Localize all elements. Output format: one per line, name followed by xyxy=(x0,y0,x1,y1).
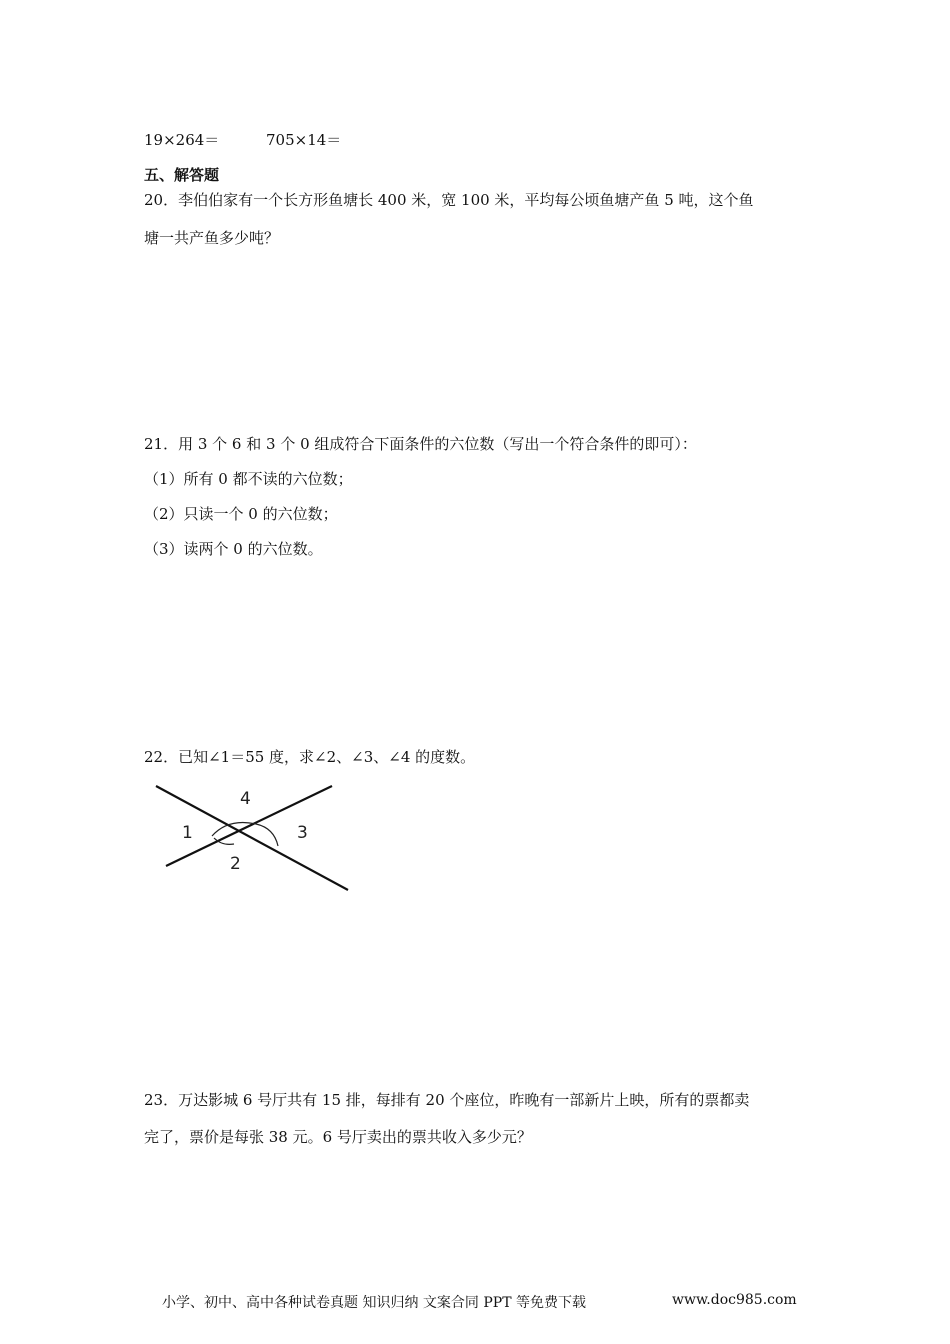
angle-label-4: 4 xyxy=(240,789,251,809)
footer-url[interactable]: www.doc985.com xyxy=(672,1292,797,1308)
footer-text: 小学、初中、高中各种试卷真题 知识归纳 文案合同 PPT 等免费下载 xyxy=(162,1295,586,1311)
question-20-line-1: 20．李伯伯家有一个长方形鱼塘长 400 米，宽 100 米，平均每公顷鱼塘产鱼 5 吨，这个鱼 xyxy=(144,191,754,209)
question-23-line-2: 完了，票价是每张 38 元。6 号厅卖出的票共收入多少元？ xyxy=(144,1128,532,1146)
question-21-item-2: （2）只读一个 0 的六位数； xyxy=(144,505,338,523)
calc-expression-2: 705×14＝ xyxy=(266,131,342,149)
question-22-line-1: 22．已知∠1＝55 度，求∠2、∠3、∠4 的度数。 xyxy=(144,748,476,766)
angle-label-2: 2 xyxy=(230,854,241,874)
calc-expression-1: 19×264＝ xyxy=(144,131,220,149)
question-23-line-1: 23．万达影城 6 号厅共有 15 排，每排有 20 个座位，昨晚有一部新片上映，所有的票都卖 xyxy=(144,1091,750,1109)
question-21-item-3: （3）读两个 0 的六位数。 xyxy=(144,540,323,558)
section-title: 五、解答题 xyxy=(144,166,220,184)
question-21-line-1: 21．用 3 个 6 和 3 个 0 组成符合下面条件的六位数（写出一个符合条件的即可）： xyxy=(144,435,697,453)
angle-label-3: 3 xyxy=(297,823,308,843)
angle-label-1: 1 xyxy=(182,823,193,843)
question-21-item-1: （1）所有 0 都不读的六位数； xyxy=(144,470,353,488)
intersecting-lines-figure xyxy=(148,780,358,900)
question-20-line-2: 塘一共产鱼多少吨？ xyxy=(144,229,280,247)
